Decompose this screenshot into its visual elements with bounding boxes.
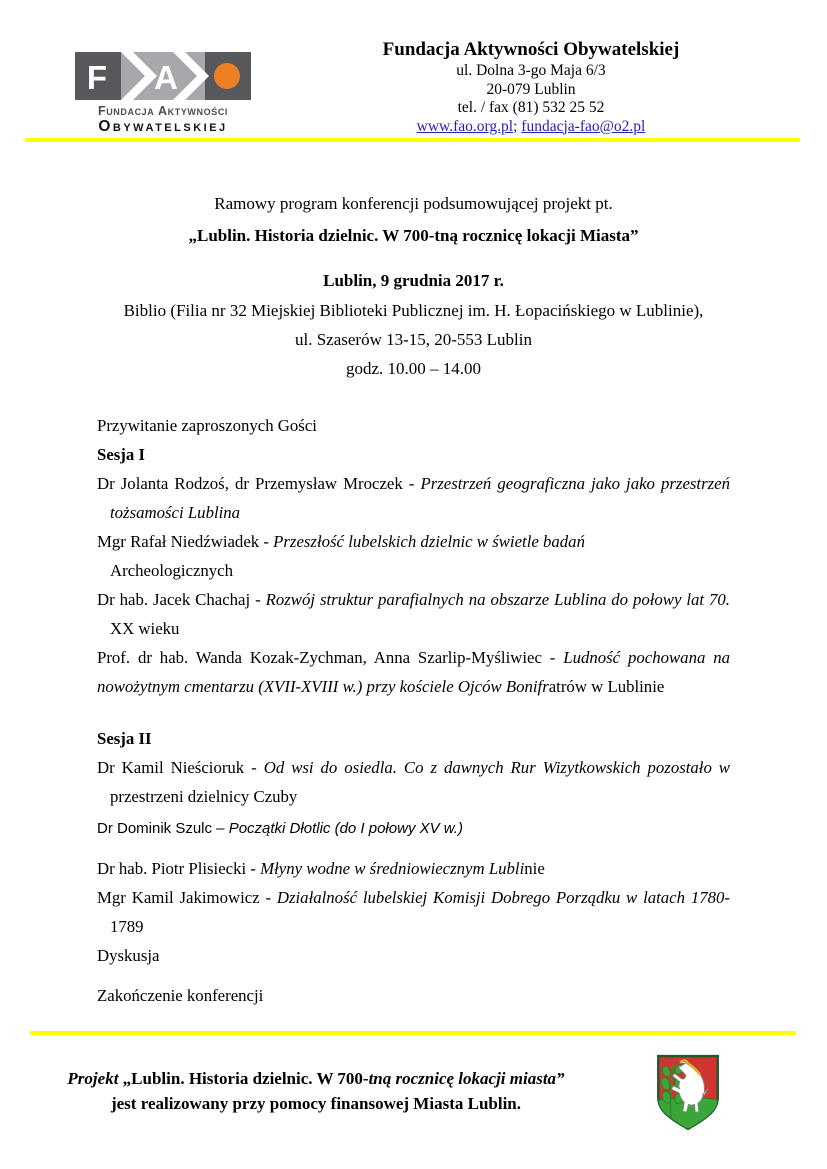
organization-name: Fundacja Aktywności Obywatelskiej [382,39,680,60]
text-segment: przestrzeni dzielnicy Czuby [110,787,298,806]
talk-rodzos-mroczek [97,469,730,498]
text-segment: Projekt [67,1069,123,1088]
talk-niescioruk-cont [97,782,730,811]
text-segment: Rozwój struktur parafialnych na obszarze Lublina do połowy lat 70. [265,590,730,609]
lublin-coat-of-arms [652,1052,724,1134]
discussion-line [97,941,730,970]
talk-rodzos-mroczek-cont [97,498,730,527]
text-segment: Zakończenie konferencji [97,986,264,1005]
text-segment: atrów w Lublinie [548,677,665,696]
title-block [0,188,827,383]
text-segment: Dr Kamil Nieścioruk - [97,758,264,777]
text-segment: Przestrzeń geograficzna jako jako przestrzeń [420,474,730,493]
text-segment: Sesja I [97,445,146,464]
talk-szulc [97,814,730,843]
project-title: „Lublin. Historia dzielnic. W 700-tną rocznicę lokacji Miasta” [188,226,639,245]
text-segment: Od wsi do osiedla. Co z dawnych Rur Wizytkowskich pozostało w [263,758,731,777]
text-segment: Przeszłość lubelskich dzielnic w świetle badań [273,532,585,551]
text-segment: XX wieku [110,619,180,638]
program-list [97,411,730,1010]
logo-letter-f: F [86,59,108,96]
fao-logo [75,52,251,136]
text-segment: tną rocznicę lokacji miasta” [368,1069,565,1088]
text-segment: Prof. dr hab. Wanda Kozak-Zychman, Anna Szarlip-Myśliwiec - [97,648,564,667]
logo-caption-line2: Obywatelskiej [98,118,228,135]
text-segment: Mgr Kamil Jakimowicz - [97,888,277,907]
talk-plisiecki [97,854,730,883]
org-address-line2: 20-079 Lublin [486,80,576,98]
text-segment: Dr Jolanta Rodzoś, dr Przemysław Mroczek - [97,474,421,493]
text-segment: nie [524,859,545,878]
text-segment: Przywitanie zaproszonych Gości [97,416,317,435]
org-links [320,118,742,137]
session-2-heading [97,724,730,753]
text-segment: Dr hab. Jacek Chachaj - [97,590,266,609]
talk-chachaj [97,585,730,614]
text-segment: Działalność lubelskiej Komisji Dobrego Porządku w latach 1780- [276,888,730,907]
text-segment: Mgr Rafał Niedźwiadek - [97,532,274,551]
text-segment: Początki Dłotlic (do I połowy XV w.) [228,820,463,837]
event-hours: godz. 10.00 – 14.00 [345,359,482,378]
talk-niedzwiadek [97,527,730,556]
talk-chachaj-cont [97,614,730,643]
email-link[interactable]: fundacja-fao@o2.pl [521,117,646,135]
event-venue: Biblio (Filia nr 32 Miejskiej Biblioteki Publicznej im. H. Łopacińskiego w Lublinie), [123,301,704,320]
talk-jakimowicz [97,883,730,912]
organization-header [320,38,742,136]
top-yellow-rule [25,138,800,142]
footer-note [62,1066,570,1116]
talk-jakimowicz-cont [97,912,730,941]
text-segment: Dyskusja [97,946,160,965]
footer-note-line1 [62,1066,570,1091]
bottom-yellow-rule [30,1031,796,1035]
text-segment: Archeologicznych [110,561,234,580]
text-segment: Sesja II [97,729,152,748]
logo-orange-dot-icon [214,63,240,89]
fao-logo-icon [75,52,251,100]
session-1-heading [97,440,730,469]
text-segment: „Lublin. Historia dzielnic. W 700- [122,1069,369,1088]
closing-line [97,981,730,1010]
text-segment: Dr Dominik Szulc – [97,820,229,837]
talk-kozak-zychman [97,643,730,672]
logo-caption-line1: Fundacja Aktywności [97,104,229,118]
lublin-crest-icon [652,1052,724,1134]
footer-note-line2: jest realizowany przy pomocy finansowej Miasta Lublin. [110,1094,522,1113]
talk-niescioruk [97,753,730,782]
talk-kozak-zychman-cont [97,672,730,701]
org-phone: tel. / fax (81) 532 25 52 [457,99,605,116]
talk-niedzwiadek-cont [97,556,730,585]
org-address-line1: ul. Dolna 3-go Maja 6/3 [456,62,606,79]
text-segment: Młyny wodne w średniowiecznym Lubli [260,859,525,878]
welcome-line [97,411,730,440]
text-segment: nowożytnym cmentarzu (XVII-XVIII w.) przy kościele Ojców Bonifr [97,677,549,696]
event-date: Lublin, 9 grudnia 2017 r. [323,271,504,290]
link-separator: ; [513,117,522,135]
text-segment: Ludność pochowana na [563,648,730,667]
event-address: ul. Szaserów 13-15, 20-553 Lublin [294,330,533,349]
text-segment: 1789 [110,917,144,936]
text-segment: Dr hab. Piotr Plisiecki - [97,859,261,878]
logo-letter-a: A [154,59,178,96]
program-intro-line: Ramowy program konferencji podsumowującej projekt pt. [214,194,613,213]
text-segment: tożsamości Lublina [110,503,241,522]
website-link[interactable]: www.fao.org.pl [416,117,514,135]
